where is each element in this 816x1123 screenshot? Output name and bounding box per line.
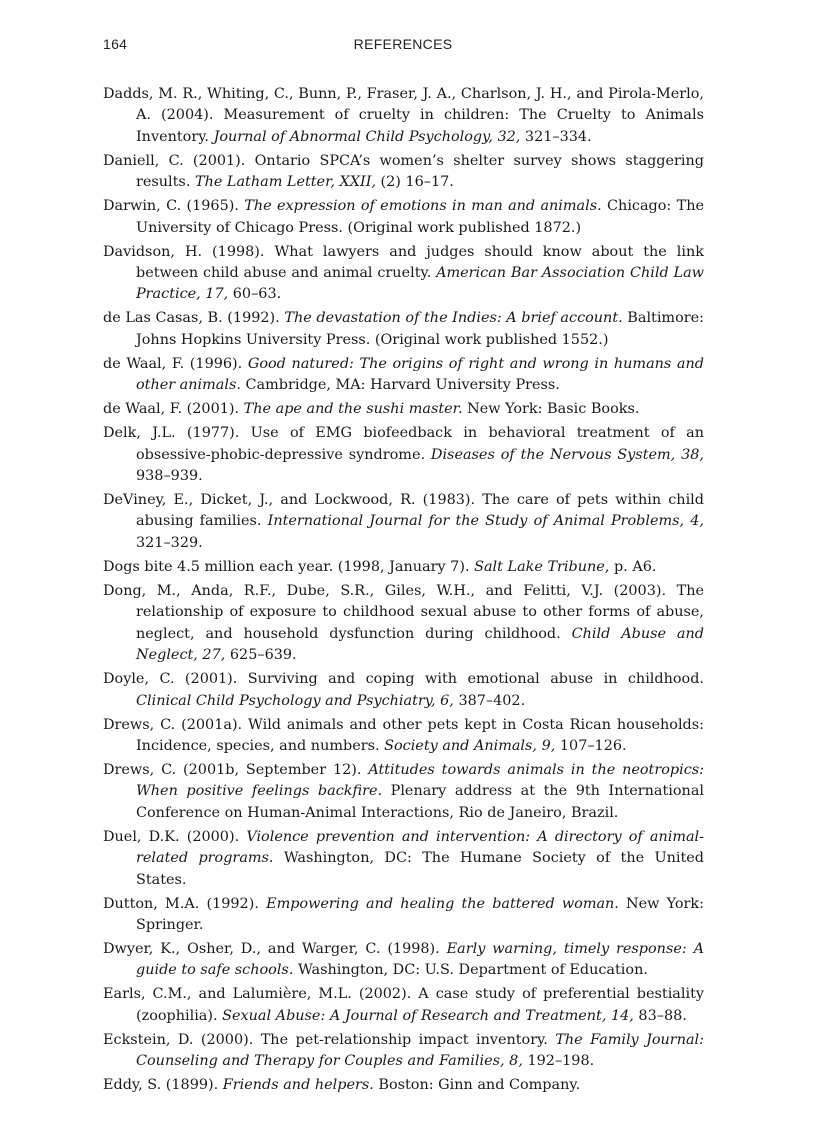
- reference-text: Plenary address at the 9th International Conference on Human-Animal Interactions, Rio de Janeiro, Brazil.: [136, 783, 705, 821]
- reference-title-italic: The Latham Letter, XXII,: [194, 174, 376, 191]
- reference-title-italic: Society and Animals, 9,: [384, 737, 556, 754]
- reference-text: 60–63.: [228, 286, 282, 303]
- reference-text: (2) 16–17.: [375, 174, 454, 191]
- reference-text: Daniell, C. (2001). Ontario SPCA’s women’s shelter survey shows staggering results.: [103, 152, 704, 191]
- reference-text: de Waal, F. (2001).: [103, 401, 244, 418]
- reference-text: Chicago: The University of Chicago Press. (Original work published 1872.): [136, 198, 704, 236]
- reference-text: Drews, C. (2001b, September 12).: [103, 761, 369, 778]
- reference-text: 192–198.: [522, 1053, 595, 1070]
- reference-text: Dutton, M.A. (1992).: [103, 895, 267, 912]
- reference-text: 321–334.: [520, 128, 592, 145]
- reference-title-italic: Early warning, timely response: A guide to safe schools.: [136, 940, 704, 979]
- page-number: 164: [103, 36, 128, 52]
- reference-text: Boston: Ginn and Company.: [373, 1077, 581, 1094]
- reference-text: Dadds, M. R., Whiting, C., Bunn, P., Fraser, J. A., Charlson, J. H., and Pirola-Merlo, A. (2004). Measurement of cruelty in children: The Cruelty to Animals Inventory.: [103, 86, 704, 145]
- reference-entry: [103, 308, 704, 351]
- reference-entry: [103, 84, 704, 148]
- reference-title-italic: American Bar Association Child Law Practice, 17,: [136, 265, 704, 303]
- reference-title-italic: Diseases of the Nervous System, 38,: [430, 446, 704, 463]
- reference-text: New York: Springer.: [136, 895, 704, 933]
- reference-title-italic: The ape and the sushi master.: [243, 401, 463, 418]
- reference-title-italic: Journal of Abnormal Child Psychology, 32,: [213, 128, 521, 145]
- reference-text: Baltimore: Johns Hopkins University Press. (Original work published 1552.): [136, 310, 704, 348]
- reference-text: Washington, DC: U.S. Department of Education.: [293, 962, 648, 979]
- reference-text: Darwin, C. (1965).: [103, 198, 245, 215]
- reference-title-italic: Attitudes towards animals in the neotropics: When positive feelings backfire.: [136, 761, 704, 800]
- reference-text: Washington, DC: The Humane Society of the United States.: [136, 850, 705, 888]
- reference-text: Cambridge, MA: Harvard University Press.: [240, 377, 560, 394]
- reference-entry: [103, 894, 704, 937]
- reference-entry: [103, 760, 704, 824]
- reference-title-italic: The expression of emotions in man and animals.: [244, 198, 602, 215]
- reference-entry: [103, 581, 704, 667]
- reference-text: Drews, C. (2001a). Wild animals and other pets kept in Costa Rican households: Incidence, species, and numbers.: [103, 716, 704, 754]
- reference-entry: [103, 827, 704, 891]
- reference-title-italic: Empowering and healing the battered woman.: [266, 895, 619, 912]
- reference-entry: [103, 557, 704, 578]
- reference-text: 321–329.: [136, 534, 203, 551]
- reference-text: 107–126.: [555, 737, 627, 754]
- reference-text: Eckstein, D. (2000). The pet-relationship impact inventory.: [103, 1031, 556, 1048]
- reference-title-italic: Child Abuse and Neglect, 27,: [136, 625, 704, 664]
- reference-entry: [103, 399, 704, 420]
- reference-title-italic: The Family Journal: Counseling and Therapy for Couples and Families, 8,: [136, 1031, 704, 1070]
- reference-text: Dogs bite 4.5 million each year. (1998, January 7).: [103, 558, 475, 575]
- reference-text: , p. A6.: [604, 558, 657, 575]
- reference-text: Dong, M., Anda, R.F., Dube, S.R., Giles, W.H., and Felitti, V.J. (2003). The relationship of exposure to childhood sexual abuse to other forms of abuse, neglect, and household dysfunction during childhood.: [103, 582, 704, 642]
- reference-title-italic: Salt Lake Tribune: [474, 558, 605, 575]
- reference-text: Davidson, H. (1998). What lawyers and judges should know about the link between child abuse and animal cruelty.: [103, 243, 704, 282]
- reference-text: Delk, J.L. (1977). Use of EMG biofeedback in behavioral treatment of an obsessive-phobic-depressive syndrome.: [103, 425, 704, 463]
- reference-entry: [103, 354, 704, 397]
- reference-title-italic: The devastation of the Indies: A brief account.: [284, 310, 623, 327]
- reference-text: Eddy, S. (1899).: [103, 1077, 223, 1094]
- reference-title-italic: Friends and helpers.: [222, 1077, 374, 1094]
- reference-entry: [103, 715, 704, 758]
- reference-title-italic: Good natured: The origins of right and wrong in humans and other animals.: [136, 355, 704, 394]
- reference-entry: [103, 151, 704, 194]
- reference-entry: [103, 1075, 704, 1096]
- reference-entry: [103, 196, 704, 239]
- reference-title-italic: Sexual Abuse: A Journal of Research and Treatment, 14,: [222, 1007, 634, 1024]
- reference-entry: [103, 490, 704, 554]
- reference-text: 625–639.: [225, 647, 297, 664]
- reference-list: [103, 84, 704, 1099]
- reference-text: Earls, C.M., and Lalumière, M.L. (2002). A case study of preferential bestiality (zoophilia).: [103, 986, 704, 1024]
- reference-text: 387–402.: [453, 692, 526, 709]
- reference-text: 938–939.: [136, 468, 203, 485]
- reference-entry: [103, 939, 704, 982]
- reference-text: de Waal, F. (1996).: [103, 355, 248, 372]
- reference-text: DeViney, E., Dicket, J., and Lockwood, R. (1983). The care of pets within child abusing families.: [103, 492, 704, 530]
- reference-title-italic: Clinical Child Psychology and Psychiatry, 6,: [136, 692, 454, 709]
- reference-text: New York: Basic Books.: [462, 401, 640, 418]
- reference-entry: [103, 984, 704, 1027]
- reference-text: de Las Casas, B. (1992).: [103, 310, 285, 327]
- reference-entry: [103, 669, 704, 712]
- running-head: [103, 36, 703, 56]
- reference-entry: [103, 1030, 704, 1073]
- reference-title-italic: International Journal for the Study of Animal Problems, 4,: [267, 513, 704, 530]
- reference-text: Dwyer, K., Osher, D., and Warger, C. (1998).: [103, 940, 447, 957]
- reference-text: Duel, D.K. (2000).: [103, 828, 247, 845]
- reference-entry: [103, 423, 704, 487]
- reference-text: Doyle, C. (2001). Surviving and coping with emotional abuse in childhood.: [103, 671, 704, 688]
- reference-entry: [103, 242, 704, 306]
- section-title: REFERENCES: [353, 36, 453, 52]
- reference-title-italic: Violence prevention and intervention: A directory of animal-related programs.: [136, 828, 705, 867]
- reference-text: 83–88.: [633, 1007, 687, 1024]
